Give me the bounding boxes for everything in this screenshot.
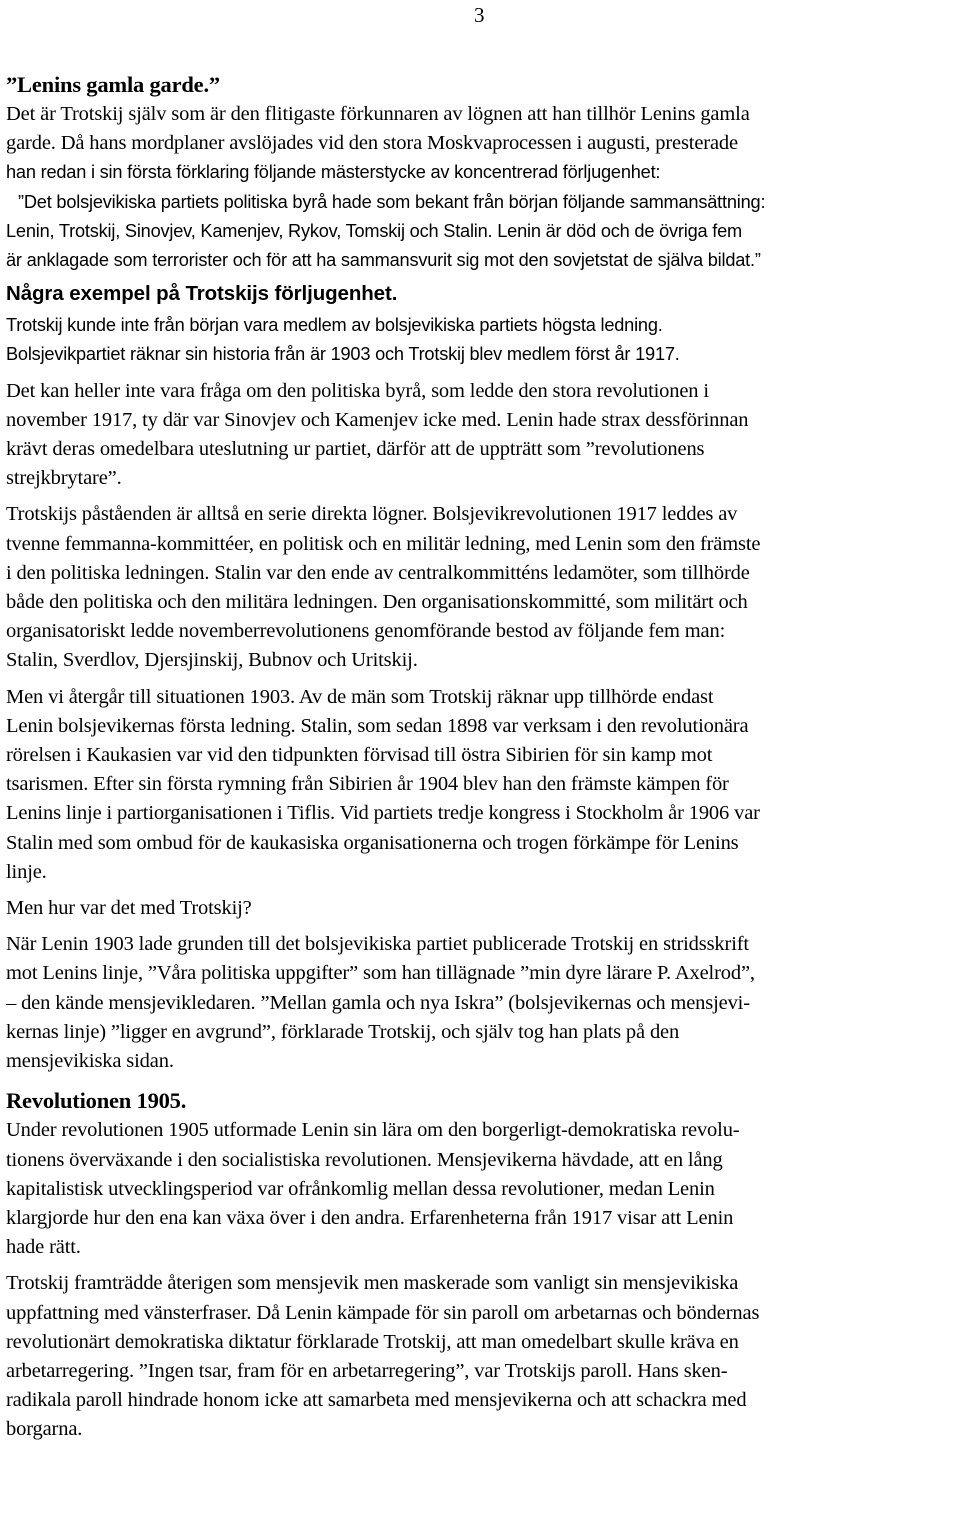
document-body — [6, 70, 956, 1445]
text-line: Lenins linje i partiorganisationen i Tiflis. Vid partiets tredje kongress i Stockholm år 1906 var — [6, 802, 760, 825]
text-line: tionens överväxande i den socialistiska revolutionen. Mensjevikerna hävdade, att en lång — [6, 1148, 723, 1171]
paragraph-mensjevik — [6, 1269, 956, 1444]
text-line: – den kände mensjevikledaren. ”Mellan gamla och nya Iskra” (bolsjevikernas och mensjevi- — [6, 991, 750, 1014]
text-line: kernas linje) ”ligger en avgrund”, förklarade Trotskij, och själv tog han plats på den — [6, 1020, 680, 1043]
text-line: Under revolutionen 1905 utformade Lenin sin lära om den borgerligt-demokratiska revolu- — [6, 1119, 740, 1142]
text-line: både den politiska och den militära ledningen. Den organisationskommitté, som militärt och — [6, 591, 748, 614]
text-line: han redan i sin första förklaring följande mästerstycke av koncentrerad förljugenhet: — [6, 162, 661, 183]
text-line: rörelsen i Kaukasien var vid den tidpunkten förvisad till östra Sibirien för sin kamp mot — [6, 744, 713, 767]
section-heading-revolutionen: Revolutionen 1905. — [6, 1088, 187, 1114]
text-line: radikala paroll hindrade honom icke att samarbeta med mensjevikerna och att schackra med — [6, 1389, 747, 1412]
section-heading-exempel: Några exempel på Trotskijs förljugenhet. — [6, 282, 398, 306]
quote-line: är anklagade som terrorister och för att ha sammansvurit sig mot den sovjetstat de själva bildat.” — [6, 250, 761, 271]
text-line: garde. Då hans mordplaner avslöjades vid den stora Moskvaprocessen i augusti, presterade — [6, 132, 738, 155]
text-line: Men vi återgår till situationen 1903. Av de män som Trotskij räknar upp tillhörde endast — [6, 685, 714, 708]
text-line: krävt deras omedelbara uteslutning ur partiet, därför att de uppträtt som ”revolutionens — [6, 438, 705, 461]
text-line: Stalin, Sverdlov, Djersjinskij, Bubnov och Uritskij. — [6, 649, 418, 672]
quote-line-part: Lenin är död och de övriga fem — [492, 220, 743, 241]
text-line: tvenne femmanna-kommittéer, en politisk och en militär ledning, med Lenin som den främste — [6, 532, 761, 555]
text-line: mot Lenins linje, ”Våra politiska uppgifter” som han tillägnade ”min dyre lärare P. Axelrod”, — [6, 962, 755, 985]
section-heading-lenins-garde: ”Lenins gamla garde.” — [6, 72, 220, 97]
quote-line-part: Lenin, Trotskij, Sinovjev, Kamenjev, Rykov, Tomskij och Stalin. — [6, 220, 493, 241]
text-line: Stalin med som ombud för de kaukasiska organisationerna och trogen förkämpe för Lenins — [6, 831, 739, 854]
text-line: uppfattning med vänsterfraser. Då Lenin kämpade för sin paroll om arbetarnas och böndernas — [6, 1301, 760, 1324]
paragraph-revolution-1905 — [6, 1116, 956, 1262]
text-line: arbetarregering. ”Ingen tsar, fram för en arbetarregering”, var Trotskijs paroll. Hans sken- — [6, 1359, 728, 1382]
text-line: När Lenin 1903 lade grunden till det bolsjevikiska partiet publicerade Trotskij en stridsskrift — [6, 933, 749, 956]
text-line: kapitalistisk utvecklingsperiod var ofrånkomlig mellan dessa revolutioner, medan Lenin — [6, 1177, 715, 1200]
text-line: Men hur var det med Trotskij? — [6, 897, 252, 920]
paragraph-stridsskrift — [6, 930, 956, 1076]
text-line: Trotskij kunde inte från början vara medlem av bolsjevikiska partiets högsta ledning. — [6, 315, 663, 336]
text-line: Bolsjevikpartiet räknar sin historia från är 1903 och Trotskij blev medlem först år 1917. — [6, 344, 680, 365]
text-line: linje. — [6, 860, 47, 883]
text-line: mensjevikiska sidan. — [6, 1050, 174, 1073]
text-line: borgarna. — [6, 1418, 83, 1441]
text-line: strejkbrytare”. — [6, 467, 122, 490]
quote-line — [6, 217, 956, 246]
intro-paragraph — [6, 100, 956, 188]
paragraph-question — [6, 894, 956, 923]
text-line: revolutionärt demokratiska diktatur förklarade Trotskij, att man omedelbart skulle kräva en — [6, 1330, 739, 1353]
text-line: klargjorde hur den ena kan växa över i den andra. Erfarenheterna från 1917 visar att Lenin — [6, 1206, 734, 1229]
text-line: Trotskij framträdde återigen som mensjevik men maskerade som vanligt sin mensjevikiska — [6, 1272, 739, 1295]
text-line: Det kan heller inte vara fråga om den politiska byrå, som ledde den stora revolutionen i — [6, 379, 709, 402]
text-line: tsarismen. Efter sin första rymning från Sibirien år 1904 blev han den främste kämpen för — [6, 773, 729, 796]
quote-line: ”Det bolsjevikiska partiets politiska byrå hade som bekant från början följande sammansättning: — [18, 191, 766, 212]
text-line: november 1917, ty där var Sinovjev och Kamenjev icke med. Lenin hade strax dessförinnan — [6, 408, 749, 431]
paragraph-byra — [6, 377, 956, 494]
text-line: Lenin bolsjevikernas första ledning. Stalin, som sedan 1898 var verksam i den revolutionära — [6, 714, 749, 737]
exempel-paragraph — [6, 311, 956, 369]
trotskij-quote — [6, 188, 956, 276]
text-line: hade rätt. — [6, 1236, 81, 1259]
page-number: 3 — [474, 3, 485, 27]
text-line: Trotskijs påståenden är alltså en serie direkta lögner. Bolsjevikrevolutionen 1917 leddes av — [6, 503, 738, 526]
paragraph-1903 — [6, 683, 956, 887]
text-line: i den politiska ledningen. Stalin var den ende av centralkommitténs ledamöter, som tillhörde — [6, 561, 750, 584]
paragraph-logner — [6, 500, 956, 675]
text-line: organisatoriskt ledde novemberrevolutionens genomförande bestod av följande fem man: — [6, 620, 726, 643]
text-line: Det är Trotskij själv som är den flitigaste förkunnaren av lögnen att han tillhör Lenins gamla — [6, 103, 750, 125]
